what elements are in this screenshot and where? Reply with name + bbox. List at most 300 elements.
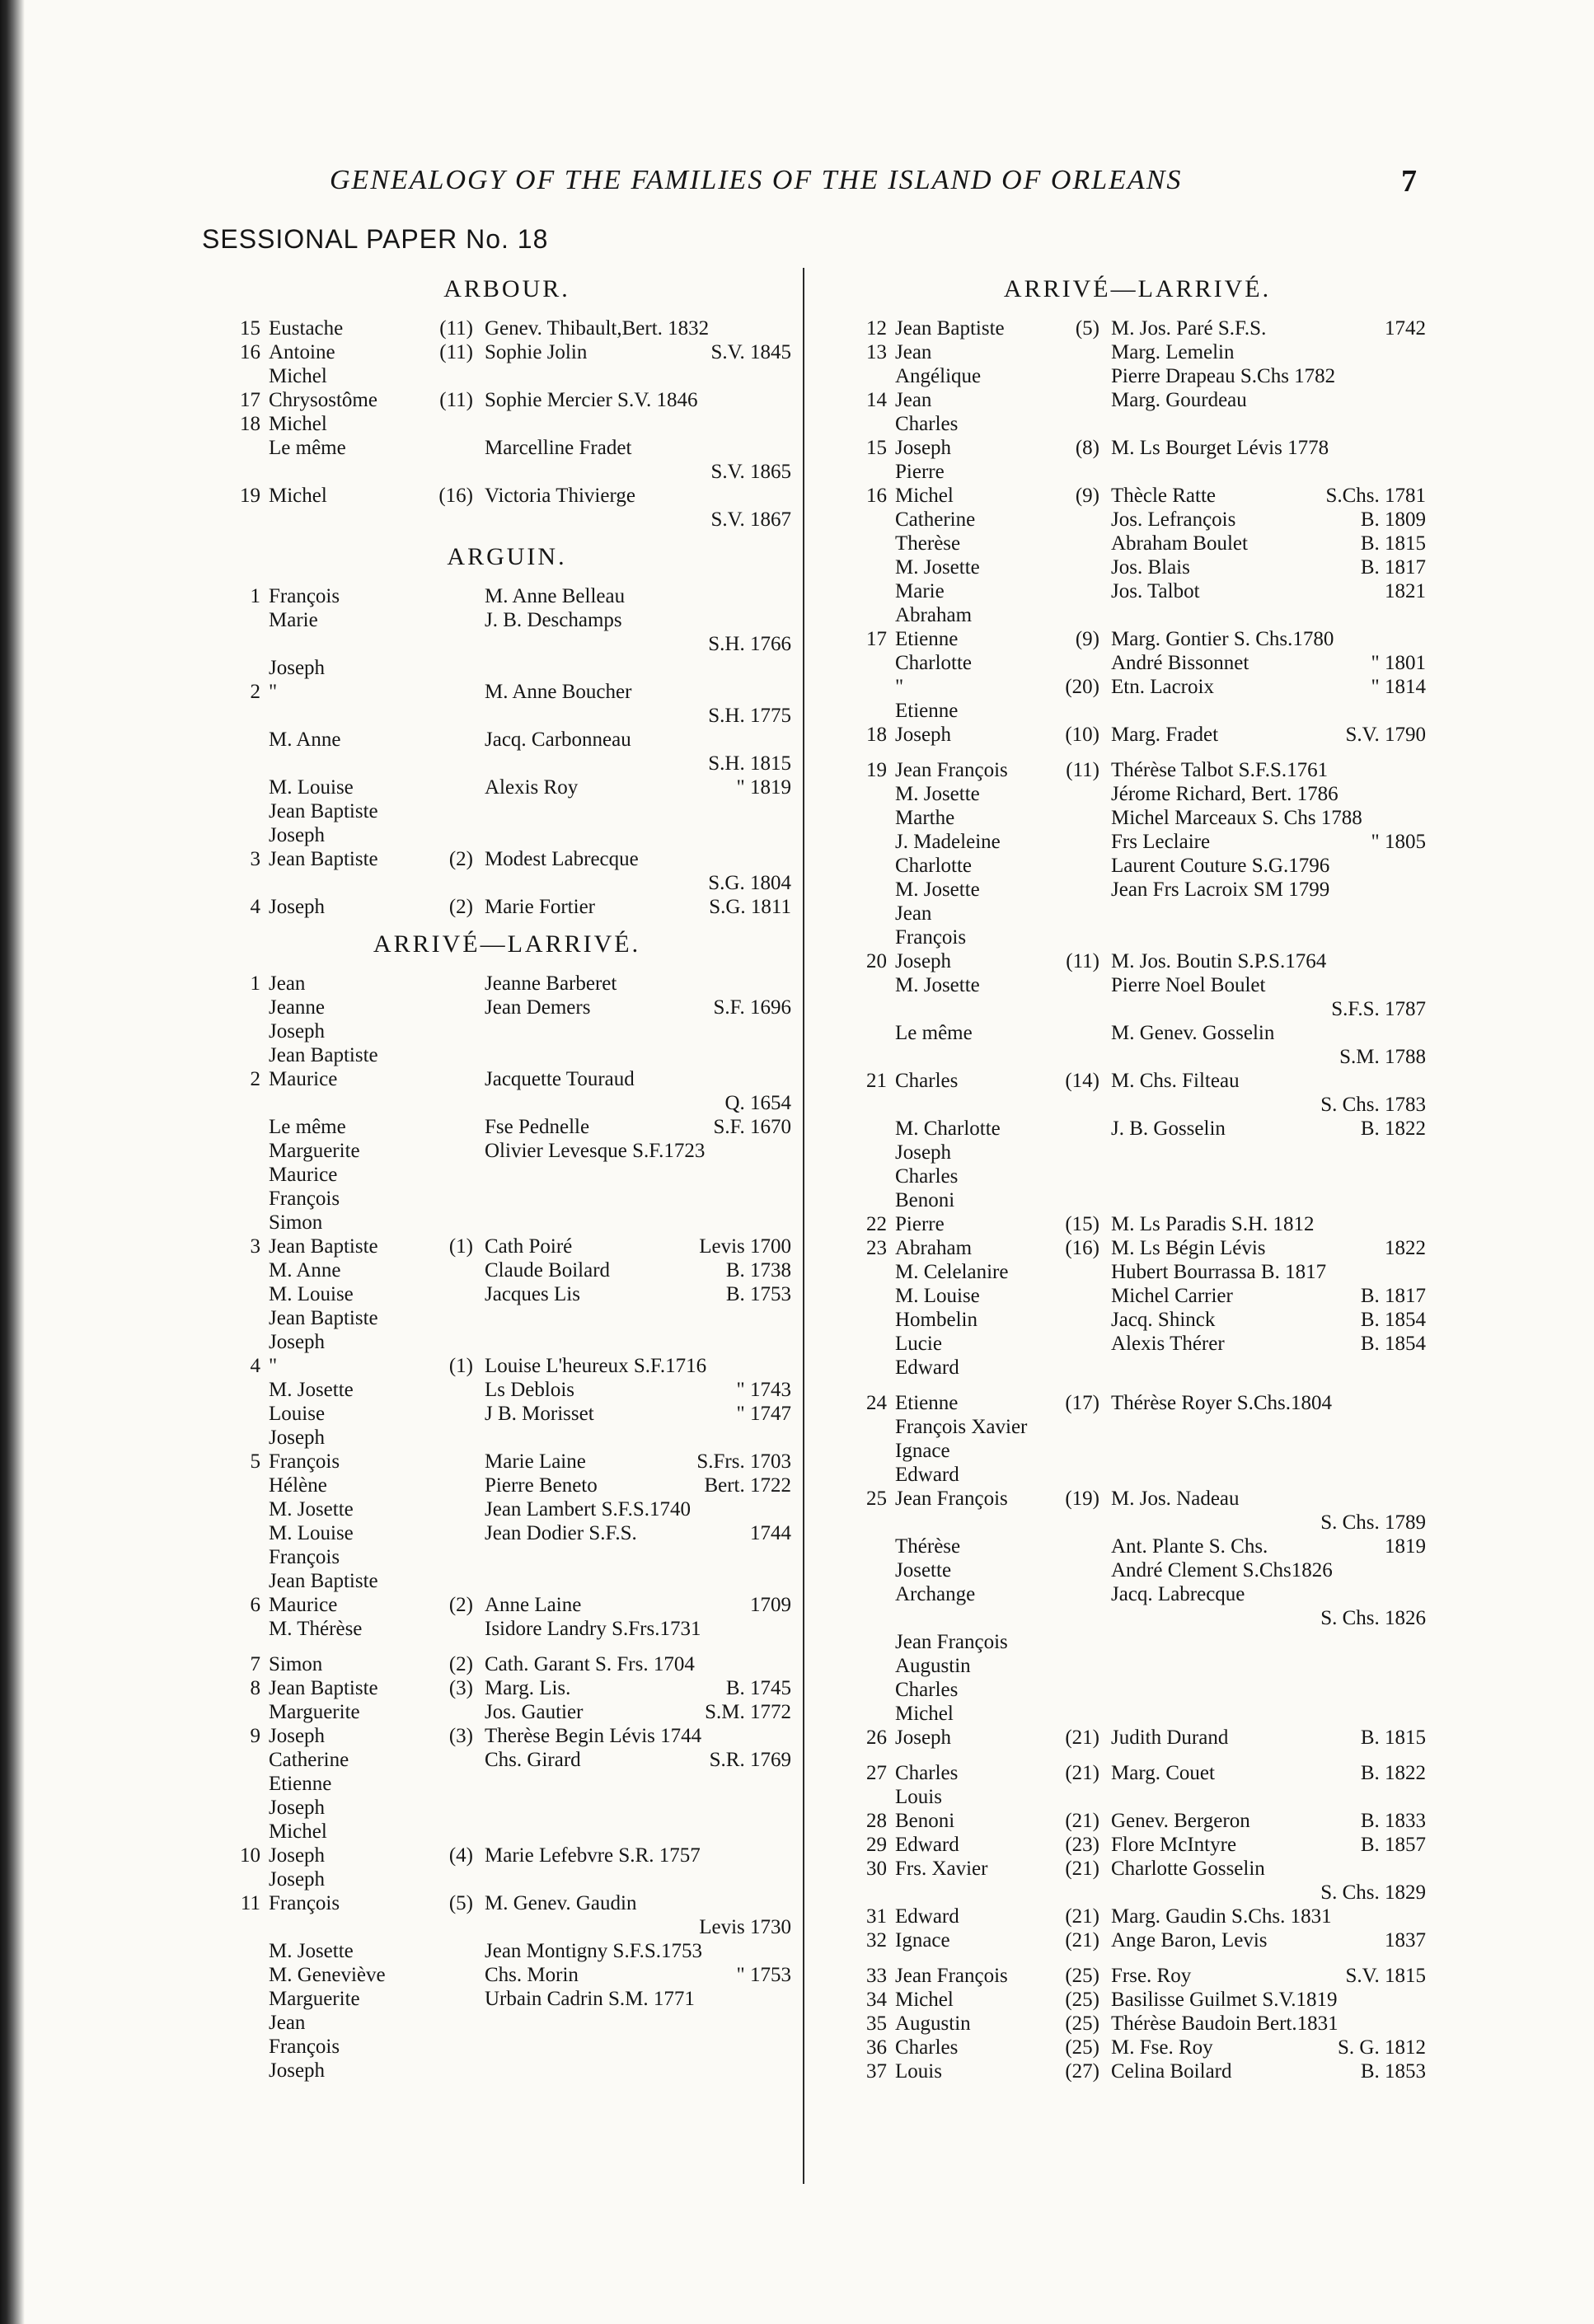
person-name: Joseph (269, 896, 326, 918)
person-name: Etienne (895, 628, 959, 650)
person-name: François Xavier (895, 1416, 1028, 1438)
genealogy-entry-row (849, 508, 1426, 532)
genealogy-entry-row (849, 1439, 1426, 1463)
spouse-record: Abraham Boulet (1111, 532, 1248, 555)
entry-number: 9 (250, 1725, 260, 1747)
genealogy-entry-row (849, 973, 1426, 997)
spouse-record: Marie Lefebvre S.R. 1757 (485, 1844, 701, 1867)
marriage-place-date: B. 1815 (1360, 1727, 1426, 1749)
genealogy-entry-row (849, 1654, 1426, 1678)
genealogy-entry-row (223, 823, 791, 847)
person-name: Jean François (895, 1631, 1008, 1653)
person-name: Jean Baptiste (269, 1044, 378, 1066)
person-name: Louis (895, 2060, 942, 2083)
spouse-record: Marg. Gontier S. Chs.1780 (1111, 628, 1334, 650)
marriage-place-date: S.V. 1845 (710, 341, 791, 363)
genealogy-entry-row (223, 1282, 791, 1306)
genealogy-entry-row (223, 388, 791, 412)
column-divider (803, 268, 804, 2184)
person-name: Le même (895, 1022, 973, 1044)
family-section-title: ARBOUR. (443, 275, 570, 302)
genealogy-entry-row (849, 1164, 1426, 1188)
person-name: Joseph (269, 1331, 326, 1353)
marriage-place-date: Levis 1730 (699, 1916, 791, 1938)
parent-reference: (2) (448, 848, 473, 870)
marriage-place-date: S.V. 1865 (710, 461, 791, 483)
person-name: M. Josette (269, 1940, 354, 1962)
person-name: Jean Baptiste (269, 1677, 378, 1699)
genealogy-entry-row (223, 799, 791, 823)
marriage-place-date: " 1801 (1371, 652, 1426, 674)
parent-reference: (21) (1065, 1762, 1099, 1784)
genealogy-entry-row (223, 1330, 791, 1354)
person-name: Simon (269, 1211, 323, 1234)
entry-number: 10 (240, 1844, 260, 1867)
spouse-record: Frs Leclaire (1111, 831, 1211, 853)
genealogy-entry-row (223, 1187, 791, 1211)
spouse-record: Cath Poiré (485, 1235, 573, 1258)
genealogy-entry-row (223, 1306, 791, 1330)
spouse-record: Claude Boilard (485, 1259, 611, 1281)
parent-reference: (19) (1065, 1488, 1099, 1510)
genealogy-entry-row (223, 1521, 791, 1545)
spouse-record: Louise L'heureux S.F.1716 (485, 1355, 707, 1377)
spouse-record: André Bissonnet (1111, 652, 1249, 674)
genealogy-entry-row (223, 1844, 791, 1867)
entry-number: 3 (250, 1235, 260, 1258)
spouse-record: Jérome Richard, Bert. 1786 (1111, 783, 1338, 805)
marriage-place-date: B. 1854 (1360, 1333, 1426, 1355)
entry-number: 23 (866, 1237, 887, 1259)
family-section-title: ARRIVÉ—LARRIVÉ. (1003, 275, 1272, 302)
genealogy-entry-row (849, 1928, 1426, 1952)
spouse-record: Marg. Fradet (1111, 724, 1219, 746)
spouse-record: Judith Durand (1111, 1727, 1229, 1749)
genealogy-entry-row (223, 1772, 791, 1796)
person-name: M. Geneviève (269, 1964, 386, 1986)
genealogy-entry-row (849, 1558, 1426, 1582)
person-name: M. Josette (895, 879, 980, 901)
person-name: " (895, 676, 904, 698)
parent-reference: (21) (1065, 1929, 1099, 1952)
parent-reference: (5) (1075, 317, 1099, 340)
person-name: Jean Baptiste (269, 800, 378, 822)
person-name: Maurice (269, 1594, 338, 1616)
person-name: Jean (895, 902, 932, 925)
person-name: Charles (895, 1070, 959, 1092)
genealogy-entry-row (849, 1188, 1426, 1212)
entry-number: 35 (866, 2012, 887, 2035)
spouse-record: Marg. Lis. (485, 1677, 571, 1699)
genealogy-entry-row (223, 1354, 791, 1378)
person-name: M. Anne (269, 729, 341, 751)
genealogy-entry-row (223, 1939, 791, 1963)
spouse-record: Jacq. Labrecque (1111, 1583, 1245, 1605)
genealogy-entry-row (849, 1212, 1426, 1236)
spouse-record: Laurent Couture S.G.1796 (1111, 855, 1330, 877)
genealogy-entry-row (223, 1091, 791, 1115)
spouse-record: Marcelline Fradet (485, 437, 632, 459)
person-name: Marguerite (269, 1701, 360, 1723)
person-name: " (269, 681, 278, 703)
genealogy-entry-row (849, 2012, 1426, 2036)
marriage-place-date: S. G. 1812 (1338, 2036, 1426, 2059)
spouse-record: Marie Fortier (485, 896, 595, 918)
person-name: Joseph (269, 2059, 326, 2082)
spouse-record: Jacq. Carbonneau (485, 729, 631, 751)
entry-number: 37 (866, 2060, 887, 2083)
marriage-place-date: 1742 (1385, 317, 1426, 340)
person-name: Jean François (895, 1965, 1008, 1987)
genealogy-entry-row (849, 1356, 1426, 1380)
genealogy-entry-row (849, 949, 1426, 973)
parent-reference: (25) (1065, 2036, 1099, 2059)
parent-reference: (8) (1075, 437, 1099, 459)
person-name: Louis (895, 1786, 942, 1808)
person-name: Benoni (895, 1189, 955, 1211)
family-section (223, 275, 791, 532)
genealogy-entry-row (849, 830, 1426, 854)
person-name: Charles (895, 1762, 959, 1784)
marriage-place-date: S.F. 1696 (713, 996, 791, 1019)
marriage-place-date: 1837 (1385, 1929, 1426, 1952)
spouse-record: M. Chs. Filteau (1111, 1070, 1240, 1092)
genealogy-entry-row (223, 1426, 791, 1450)
genealogy-entry-row (223, 484, 791, 508)
entry-number: 6 (250, 1594, 260, 1616)
person-name: Abraham (895, 604, 973, 626)
genealogy-entry-row (849, 902, 1426, 925)
spouse-record: M. Jos. Boutin S.P.S.1764 (1111, 950, 1327, 972)
parent-reference: (16) (438, 485, 473, 507)
person-name: Jean Baptiste (269, 848, 378, 870)
person-name: Chrysostôme (269, 389, 377, 411)
marriage-place-date: S. Chs. 1783 (1320, 1094, 1426, 1116)
genealogy-entry-row (223, 1235, 791, 1258)
genealogy-entry-row (849, 1308, 1426, 1332)
entry-number: 4 (250, 896, 260, 918)
entry-spacer (223, 1641, 791, 1652)
spouse-record: Marie Laine (485, 1450, 586, 1473)
genealogy-entry-row (223, 1676, 791, 1700)
spouse-record: M. Genev. Gaudin (485, 1892, 637, 1914)
marriage-place-date: B. 1753 (725, 1283, 791, 1305)
entry-number: 14 (866, 389, 887, 411)
marriage-place-date: S.R. 1769 (709, 1749, 791, 1771)
person-name: Benoni (895, 1810, 955, 1832)
spouse-record: Pierre Noel Boulet (1111, 974, 1266, 996)
person-name: M. Josette (269, 1379, 354, 1401)
genealogy-entry-row (223, 1593, 791, 1617)
genealogy-entry-row (223, 364, 791, 388)
spouse-record: Modest Labrecque (485, 848, 639, 870)
marriage-place-date: " 1743 (736, 1379, 791, 1401)
marriage-place-date: B. 1745 (725, 1677, 791, 1699)
entry-number: 29 (866, 1834, 887, 1856)
spouse-record: M. Anne Belleau (485, 585, 626, 607)
genealogy-entry-row (849, 1809, 1426, 1833)
genealogy-entry-row (223, 752, 791, 775)
spouse-record: Olivier Levesque S.F.1723 (485, 1140, 706, 1162)
genealogy-entry-row (223, 1043, 791, 1067)
family-section-title: ARGUIN. (447, 543, 567, 570)
genealogy-entry-row (849, 997, 1426, 1021)
genealogy-entry-row (223, 1652, 791, 1676)
entry-number: 7 (250, 1653, 260, 1675)
person-name: Etienne (269, 1773, 332, 1795)
genealogy-entry-row (849, 1606, 1426, 1630)
person-name: Charles (895, 2036, 959, 2059)
spouse-record: M. Fse. Roy (1111, 2036, 1213, 2059)
genealogy-entry-row (223, 1724, 791, 1748)
genealogy-entry-row (223, 1163, 791, 1187)
person-name: Simon (269, 1653, 323, 1675)
genealogy-entry-row (849, 1964, 1426, 1988)
person-name: M. Louise (269, 1283, 354, 1305)
person-name: Joseph (895, 437, 952, 459)
genealogy-entry-row (849, 412, 1426, 436)
sessional-paper-label: SESSIONAL PAPER No. 18 (202, 224, 549, 254)
genealogy-entry-row (223, 704, 791, 728)
parent-reference: (25) (1065, 2012, 1099, 2035)
person-name: Thérèse (895, 1535, 961, 1558)
person-name: François (269, 1546, 340, 1568)
genealogy-entry-row (223, 1402, 791, 1426)
genealogy-entry-row (223, 340, 791, 364)
person-name: Michel (269, 485, 327, 507)
spouse-record: Fse Pednelle (485, 1116, 590, 1138)
genealogy-entry-row (849, 1021, 1426, 1045)
entry-spacer (849, 1750, 1426, 1761)
spouse-record: Thérèse Talbot S.F.S.1761 (1111, 759, 1329, 781)
person-name: Charlotte (895, 652, 973, 674)
parent-reference: (10) (1065, 724, 1099, 746)
person-name: Joseph (269, 1020, 326, 1043)
spouse-record: Sophie Jolin (485, 341, 588, 363)
genealogy-entry-row (849, 925, 1426, 949)
parent-reference: (11) (439, 317, 473, 340)
person-name: Ignace (895, 1929, 950, 1952)
genealogy-entry-row (223, 1211, 791, 1235)
spouse-record: Isidore Landry S.Frs.1731 (485, 1618, 701, 1640)
marriage-place-date: 1819 (1385, 1535, 1426, 1558)
person-name: Joseph (269, 1797, 326, 1819)
genealogy-entry-row (223, 1987, 791, 2011)
spouse-record: Jacques Lis (485, 1283, 580, 1305)
spouse-record: Alexis Roy (485, 776, 579, 799)
genealogy-entry-row (223, 1139, 791, 1163)
genealogy-entry-row (223, 1915, 791, 1939)
parent-reference: (16) (1065, 1237, 1099, 1259)
marriage-place-date: 1709 (750, 1594, 791, 1616)
genealogy-entry-row (849, 1332, 1426, 1356)
person-name: Antoine (269, 341, 335, 363)
genealogy-entry-row (223, 412, 791, 436)
entry-number: 5 (250, 1450, 260, 1473)
person-name: Marie (269, 609, 318, 631)
genealogy-entry-row (223, 508, 791, 532)
person-name: Michel (269, 1820, 327, 1843)
person-name: Charles (895, 413, 959, 435)
page-binding-edge (0, 0, 25, 2324)
genealogy-entry-row (849, 2059, 1426, 2083)
left-column (223, 264, 791, 2083)
person-name: Lucie (895, 1333, 942, 1355)
person-name: Archange (895, 1583, 976, 1605)
genealogy-entry-row (223, 1115, 791, 1139)
genealogy-entry-row (223, 1891, 791, 1915)
genealogy-entry-row (849, 1630, 1426, 1654)
marriage-place-date: S.V. 1867 (710, 508, 791, 531)
person-name: Jean (895, 341, 932, 363)
right-column (849, 264, 1426, 2083)
spouse-record: Michel Carrier (1111, 1285, 1233, 1307)
person-name: Charles (895, 1165, 959, 1188)
person-name: Augustin (895, 1655, 971, 1677)
genealogy-entry-row (223, 775, 791, 799)
family-section-title: ARRIVÉ—LARRIVÉ. (373, 930, 641, 958)
genealogy-entry-row (849, 1260, 1426, 1284)
entry-number: 17 (866, 628, 887, 650)
genealogy-entry-row (849, 1045, 1426, 1069)
spouse-record: Thérèse Baudoin Bert.1831 (1111, 2012, 1338, 2035)
person-name: Jean Baptiste (895, 317, 1005, 340)
genealogy-entry-row (849, 579, 1426, 603)
marriage-place-date: S.Frs. 1703 (696, 1450, 791, 1473)
genealogy-entry-row (223, 316, 791, 340)
person-name: François (269, 585, 340, 607)
person-name: Joseph (895, 950, 952, 972)
entry-number: 31 (866, 1905, 887, 1928)
entry-number: 1 (250, 585, 260, 607)
genealogy-entry-row (223, 1545, 791, 1569)
entry-number: 19 (866, 759, 887, 781)
parent-reference: (25) (1065, 1965, 1099, 1987)
person-name: Catherine (895, 508, 976, 531)
person-name: M. Charlotte (895, 1117, 1001, 1140)
genealogy-entry-row (223, 1748, 791, 1772)
spouse-record: Jos. Talbot (1111, 580, 1200, 602)
spouse-record: Jean Lambert S.F.S.1740 (485, 1498, 692, 1520)
genealogy-entry-row (849, 388, 1426, 412)
person-name: François (895, 926, 967, 949)
genealogy-entry-row (849, 723, 1426, 747)
marriage-place-date: S.V. 1815 (1345, 1965, 1426, 1987)
entry-number: 8 (250, 1677, 260, 1699)
person-name: François (269, 1892, 340, 1914)
entry-number: 21 (866, 1070, 887, 1092)
marriage-place-date: S. Chs. 1826 (1320, 1607, 1426, 1629)
genealogy-entry-row (849, 1463, 1426, 1487)
entry-number: 22 (866, 1213, 887, 1235)
entry-number: 1 (250, 972, 260, 995)
person-name: M. Celelanire (895, 1261, 1009, 1283)
genealogy-entry-row (223, 1867, 791, 1891)
spouse-record: Pierre Drapeau S.Chs 1782 (1111, 365, 1336, 387)
spouse-record: Alexis Thérer (1111, 1333, 1225, 1355)
genealogy-entry-row (849, 806, 1426, 830)
genealogy-entry-row (223, 656, 791, 680)
entry-number: 34 (866, 1989, 887, 2011)
genealogy-entry-row (849, 878, 1426, 902)
person-name: M. Josette (269, 1498, 354, 1520)
marriage-place-date: B. 1822 (1360, 1117, 1426, 1140)
parent-reference: (1) (448, 1355, 473, 1377)
person-name: M. Louise (269, 776, 354, 799)
spouse-record: M. Ls Paradis S.H. 1812 (1111, 1213, 1315, 1235)
marriage-place-date: " 1819 (736, 776, 791, 799)
marriage-place-date: B. 1833 (1360, 1810, 1426, 1832)
marriage-place-date: B. 1857 (1360, 1834, 1426, 1856)
spouse-record: Jos. Blais (1111, 556, 1190, 579)
person-name: Angélique (895, 365, 982, 387)
person-name: Edward (895, 1356, 959, 1379)
genealogy-entry-row (223, 1378, 791, 1402)
spouse-record: J. B. Deschamps (485, 609, 622, 631)
entry-number: 19 (240, 485, 260, 507)
entry-spacer (849, 1380, 1426, 1391)
parent-reference: (3) (448, 1677, 473, 1699)
parent-reference: (21) (1065, 1727, 1099, 1749)
person-name: Marguerite (269, 1140, 360, 1162)
running-title: GENEALOGY OF THE FAMILIES OF THE ISLAND OF ORLEANS (330, 165, 1183, 195)
parent-reference: (3) (448, 1725, 473, 1747)
parent-reference: (2) (448, 1594, 473, 1616)
person-name: Jean Baptiste (269, 1307, 378, 1329)
genealogy-entry-row (849, 675, 1426, 699)
genealogy-entry-row (849, 1905, 1426, 1928)
person-name: Jeanne (269, 996, 326, 1019)
genealogy-entry-row (849, 1678, 1426, 1702)
genealogy-entry-row (849, 627, 1426, 651)
genealogy-entry-row (849, 1117, 1426, 1141)
person-name: Edward (895, 1834, 959, 1856)
genealogy-entry-row (849, 1881, 1426, 1905)
entry-number: 24 (866, 1392, 887, 1414)
genealogy-entry-row (223, 895, 791, 919)
genealogy-entry-row (849, 782, 1426, 806)
person-name: Jean François (895, 1488, 1008, 1510)
genealogy-entry-row (223, 1474, 791, 1497)
spouse-record: M. Jos. Nadeau (1111, 1488, 1240, 1510)
marriage-place-date: " 1747 (736, 1403, 791, 1425)
genealogy-entry-row (223, 1497, 791, 1521)
family-section (223, 543, 791, 919)
marriage-place-date: 1821 (1385, 580, 1426, 602)
marriage-place-date: B. 1853 (1360, 2060, 1426, 2083)
person-name: Michel (895, 1989, 954, 2011)
genealogy-entry-row (849, 1785, 1426, 1809)
marriage-place-date: Q. 1654 (724, 1092, 791, 1114)
person-name: Jean Baptiste (269, 1570, 378, 1592)
entry-number: 36 (866, 2036, 887, 2059)
family-section (223, 930, 791, 2083)
entry-number: 4 (250, 1355, 260, 1377)
person-name: Joseph (269, 1725, 326, 1747)
genealogy-entry-row (223, 972, 791, 996)
genealogy-entry-row (849, 1761, 1426, 1785)
genealogy-entry-row (849, 699, 1426, 723)
person-name: M. Josette (895, 783, 980, 805)
genealogy-entry-row (849, 1582, 1426, 1606)
parent-reference: (20) (1065, 676, 1099, 698)
spouse-record: Anne Laine (485, 1594, 582, 1616)
person-name: Joseph (269, 824, 326, 846)
spouse-record: Jos. Gautier (485, 1701, 584, 1723)
person-name: François (269, 1450, 340, 1473)
person-name: Marthe (895, 807, 955, 829)
parent-reference: (11) (439, 389, 473, 411)
